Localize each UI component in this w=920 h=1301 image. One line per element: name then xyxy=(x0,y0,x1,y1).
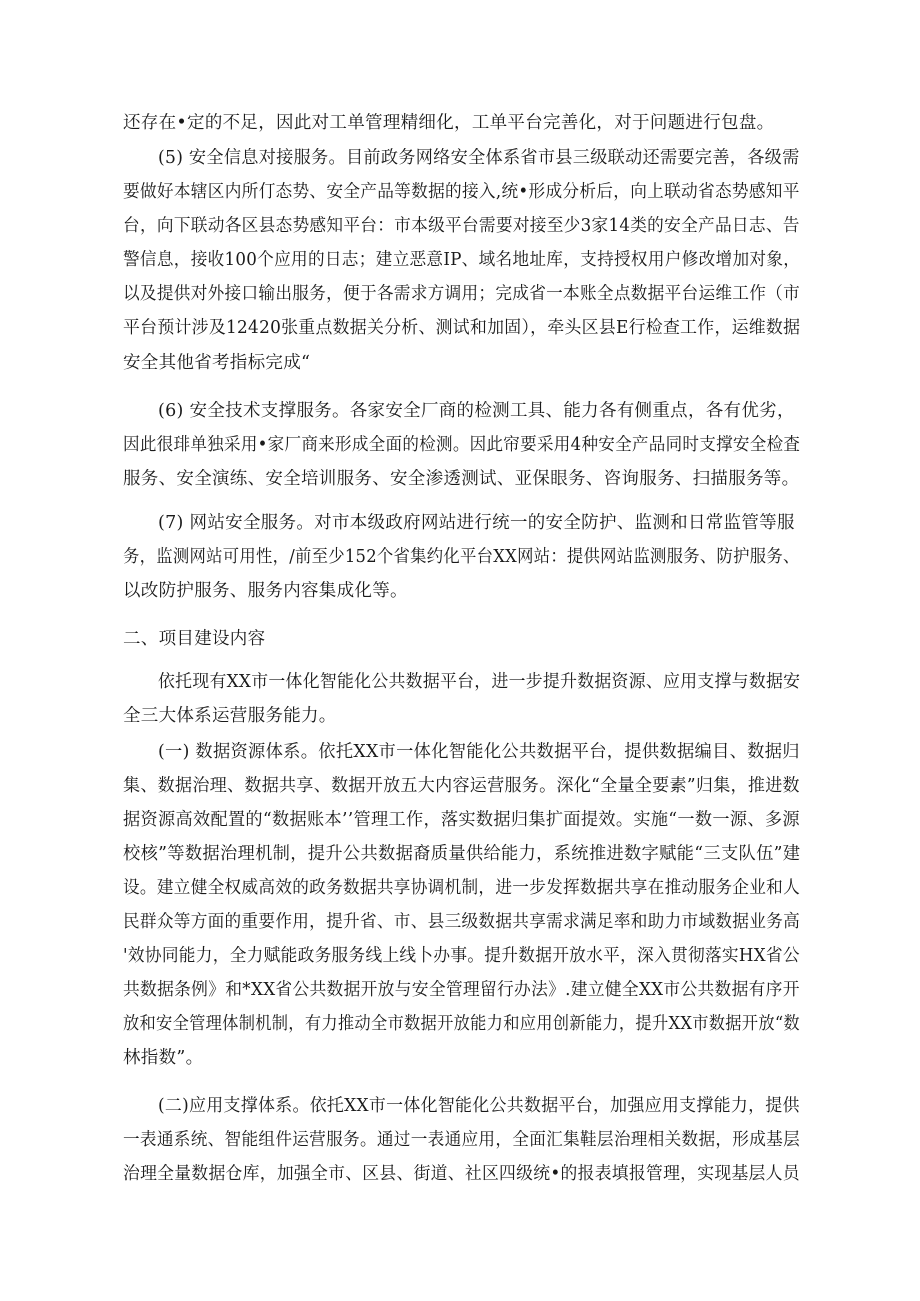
paragraph-line: 服务、安全演练、安全培训服务、安全渗透测试、亚保眼务、咨询服务、扫描服务等。 xyxy=(123,469,800,489)
paragraph-line: 共数据条例》和*XX省公共数据开放与安全管理留行办法》.建立健全XX市公共数据有序开 xyxy=(123,980,800,1000)
section-heading: 二、项目建设内容 xyxy=(123,629,266,649)
paragraph-line: 安全其他省考指标完成“ xyxy=(123,353,311,373)
paragraph-line: '效协同能力，全力赋能政务服务线上线卜办事。提升数据开放水平，深入贯彻落实HX省公 xyxy=(123,946,800,966)
paragraph-line: 全三大体系运营服务能力。 xyxy=(123,706,337,726)
paragraph-line: 因此很琲单独采用•家厂商来形成全面的检测。因此帘要采用4种安全产品同时支撑安全检査 xyxy=(123,435,801,455)
paragraph-line: 要做好本辖区内所仃态势、安全产品等数据的接入,统•形成分析后，向上联动省态势感知平 xyxy=(123,182,800,202)
paragraph-line: 集、数据治理、数据共享、数据开放五大内容运营服务。深化“全量全要素”归集，推进数 xyxy=(123,776,800,796)
paragraph-line: (5) 安全信息对接服务。目前政务网络安全体系省市县三级联动还需要完善，各级需 xyxy=(158,148,800,168)
paragraph-line: 务，监测网站可用性，/前至少152个省集约化平台XX网站：提供网站监测服务、防护服务、 xyxy=(123,547,800,567)
paragraph-line: 警信息，接收100个应用的日志；建立恶意IP、域名地址库，支持授权用户修改增加对象， xyxy=(123,250,801,270)
paragraph-line: 依托现有XX市一体化智能化公共数据平台，进一步提升数据资源、应用支撑与数据安 xyxy=(158,672,801,692)
paragraph-line: 放和安全管理体制机制，有力推动全市数据开放能力和应用创新能力，提升XX市数据开放“数 xyxy=(123,1014,800,1034)
paragraph-line: 一表通系统、智能组件运营服务。通过一表通应用，全面汇集鞋层治理相关数据，形成基层 xyxy=(123,1130,800,1150)
paragraph-line: 治理全量数据仓库，加强全市、区县、街道、社区四级统•的报表填报管理，实现基层人员 xyxy=(123,1164,800,1184)
paragraph-line: 设。建立健全权威高效的政务数据共享协调机制，进一步发挥数据共享在推动服务企业和人 xyxy=(123,878,800,898)
paragraph-line: 校核”等数据治理机制，提升公共数据裔质量供给能力，系统推进数字赋能“三支队伍”建 xyxy=(123,844,801,864)
paragraph-line: (6) 安全技术支撑服务。各家安全厂商的检测工具、能力各有侧重点，各有优劣， xyxy=(158,401,795,421)
paragraph-line: 以及提供对外接口输出服务，便于各需求方调用；完成省一本账全点数据平台运维工作（市 xyxy=(123,284,800,304)
paragraph-line: (一) 数据资源体系。依托XX市一体化智能化公共数据平台，提供数据编目、数据归 xyxy=(158,742,800,762)
paragraph-line: (二)应用支撑体系。依托XX市一体化智能化公共数据平台，加强应用支撑能力，提供 xyxy=(158,1096,800,1116)
paragraph-line: 台，向下联动各区县态势感知平台：市本级平台需要对接至少3家14类的安全产品日志、告 xyxy=(123,216,800,236)
paragraph-line: 以改防护服务、服务内容集成化等。 xyxy=(123,581,408,601)
paragraph-line: 据资源高效配置的“数据账本’’管理工作，落实数据归集扩面提效。实施“一数一源、多源 xyxy=(123,810,800,830)
paragraph-line: (7) 网站安全服务。对市本级政府网站进行统一的安全防护、监测和日常监管等服 xyxy=(158,513,795,533)
paragraph-line: 平台预计涉及12420张重点数据关分析、测试和加固），牵头区县E行检查工作，运维数据 xyxy=(123,318,801,338)
paragraph-line: 林指数”。 xyxy=(123,1048,204,1068)
paragraph-line: 民群众等方面的重要作用，提升省、市、县三级数据共享需求满足率和助力市域数据业务高 xyxy=(123,912,800,932)
paragraph-line: 还存在•定的不足，因此对工单管理精细化，工单平台完善化，对于问题进行包盘。 xyxy=(123,113,775,133)
